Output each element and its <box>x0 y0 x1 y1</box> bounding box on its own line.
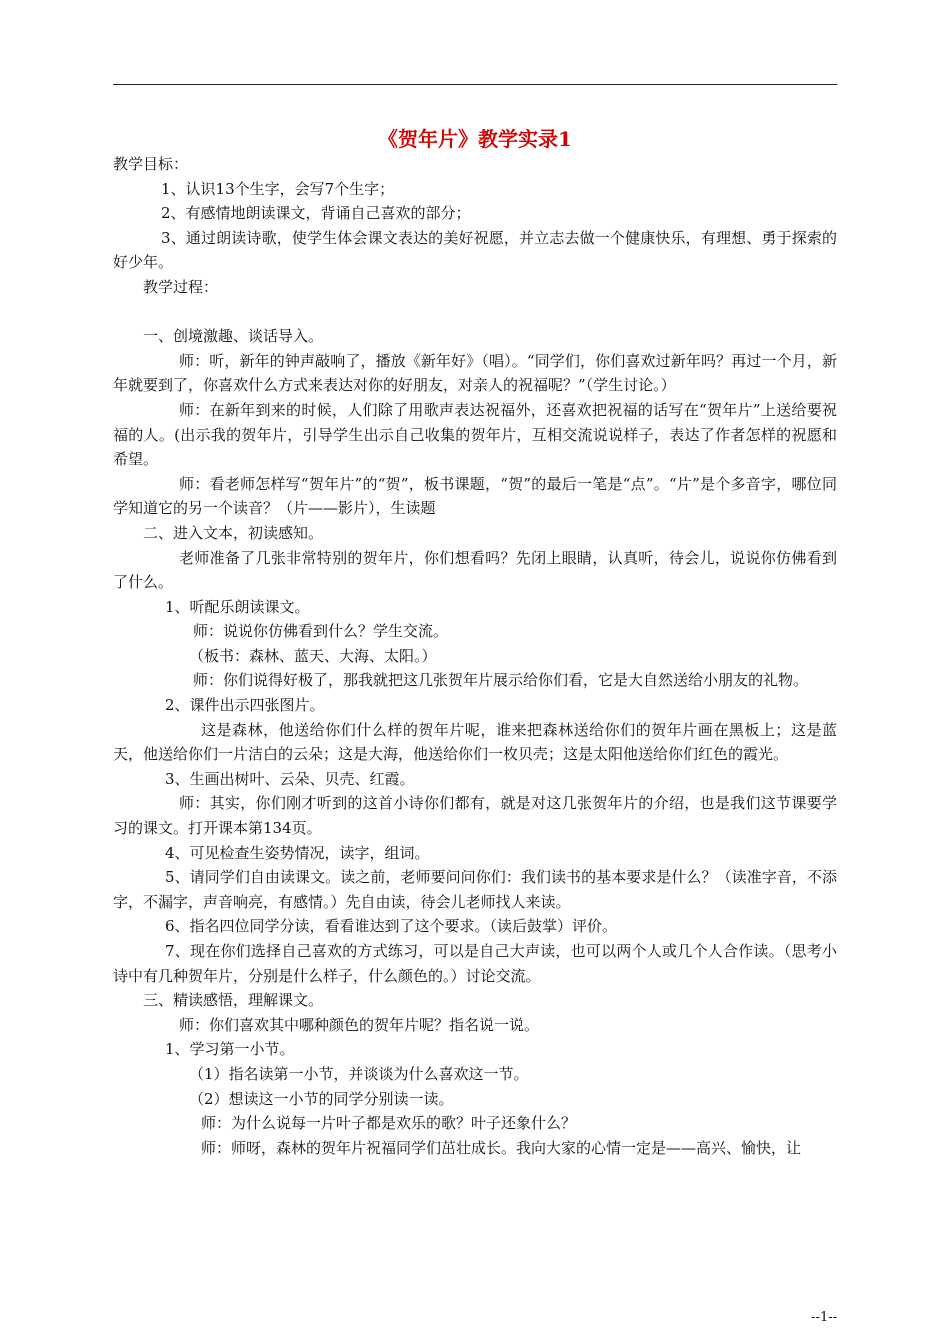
document-title: 《贺年片》教学实录1 <box>378 127 572 151</box>
list-item: （1）指名读第一小节，并谈谈为什么喜欢这一节。 <box>189 1064 529 1083</box>
list-item: 3、生画出树叶、云朵、贝壳、红霞。 <box>165 769 415 788</box>
page-number: --1-- <box>811 1310 837 1325</box>
document-body <box>113 152 837 1160</box>
list-item: 7、现在你们选择自己喜欢的方式练习，可以是自己大声读，也可以两个人或几个人合作读。（思考小诗中有几种贺年片，分别是什么样子，什么颜色的。）讨论交流。 <box>113 942 837 985</box>
paragraph: 师：听，新年的钟声敲响了，播放《新年好》（唱）。“同学们，你们喜欢过新年吗？再过一个月，新年就要到了，你喜欢什么方式来表达对你的好朋友，对亲人的祝福呢？”（学生讨论。） <box>113 351 837 395</box>
list-item: 4、可见检查生姿势情况，读字，组词。 <box>165 843 430 862</box>
paragraph: 师：在新年到来的时候，人们除了用歌声表达祝福外，还喜欢把祝福的话写在“贺年片”上送给要祝福的人。(出示我的贺年片，引导学生出示自己收集的贺年片，互相交流说说样子，表达了作者怎样的祝愿和希望。 <box>113 400 837 469</box>
paragraph: 师：你们喜欢其中哪种颜色的贺年片呢？指名说一说。 <box>179 1015 540 1034</box>
paragraph: 教学过程： <box>143 277 219 296</box>
section-heading: 一、创境激趣、谈话导入。 <box>143 327 324 346</box>
paragraph: 师：为什么说每一片叶子都是欢乐的歌？叶子还象什么？ <box>201 1114 577 1133</box>
blank-line <box>113 300 837 325</box>
paragraph: 教学目标： <box>113 155 189 173</box>
paragraph: 师：其实，你们刚才听到的这首小诗你们都有，就是对这几张贺年片的介绍，也是我们这节课要学习的课文。打开课本第134页。 <box>113 794 837 838</box>
paragraph: 这是森林，他送给你们什么样的贺年片呢，谁来把森林送给你们的贺年片画在黑板上；这是蓝天，他送给你们一片洁白的云朵；这是大海，他送给你们一枚贝壳；这是太阳他送给你们红色的霞光。 <box>113 720 837 764</box>
section-heading: 三、精读感悟，理解课文。 <box>143 991 324 1010</box>
paragraph: 师：你们说得好极了，那我就把这几张贺年片展示给你们看，它是大自然送给小朋友的礼物。 <box>193 671 809 690</box>
list-item: 6、指名四位同学分读，看看谁达到了这个要求。（读后鼓掌）评价。 <box>165 917 618 936</box>
paragraph: 3、通过朗读诗歌，使学生体会课文表达的美好祝愿，并立志去做一个健康快乐，有理想、勇于探索的好少年。 <box>113 228 837 272</box>
paragraph: 师：师呀，森林的贺年片祝福同学们茁壮成长。我向大家的心情一定是——高兴、愉快，让 <box>201 1138 802 1157</box>
paragraph: 2、有感情地朗读课文，背诵自己喜欢的部分； <box>161 204 471 223</box>
list-item: 2、课件出示四张图片。 <box>165 696 325 715</box>
list-item: （2）想读这一小节的同学分别读一读。 <box>189 1089 454 1108</box>
list-item: 1、听配乐朗读课文。 <box>165 597 310 616</box>
list-item: 1、学习第一小节。 <box>165 1040 295 1059</box>
list-item: 5、请同学们自由读课文。读之前，老师要问问你们：我们读书的基本要求是什么？（读准字音，不添字，不漏字，声音响亮，有感情。）先自由读，待会儿老师找人来读。 <box>113 868 837 911</box>
paragraph: 老师准备了几张非常特别的贺年片，你们想看吗？先闭上眼睛，认真听，待会儿，说说你仿佛看到了什么。 <box>113 548 837 592</box>
paragraph: 师：看老师怎样写“贺年片”的“贺”，板书课题，“贺”的最后一笔是“点”。“片”是个多音字，哪位同学知道它的另一个读音？（片——影片），生读题 <box>113 474 837 518</box>
paragraph: 1、认识13个生字，会写7个生字； <box>161 179 395 198</box>
paragraph: 师：说说你仿佛看到什么？学生交流。 <box>193 622 449 641</box>
paragraph: （板书：森林、蓝天、大海、太阳。） <box>189 646 437 665</box>
header-rule <box>113 84 837 85</box>
section-heading: 二、进入文本，初读感知。 <box>143 523 324 542</box>
